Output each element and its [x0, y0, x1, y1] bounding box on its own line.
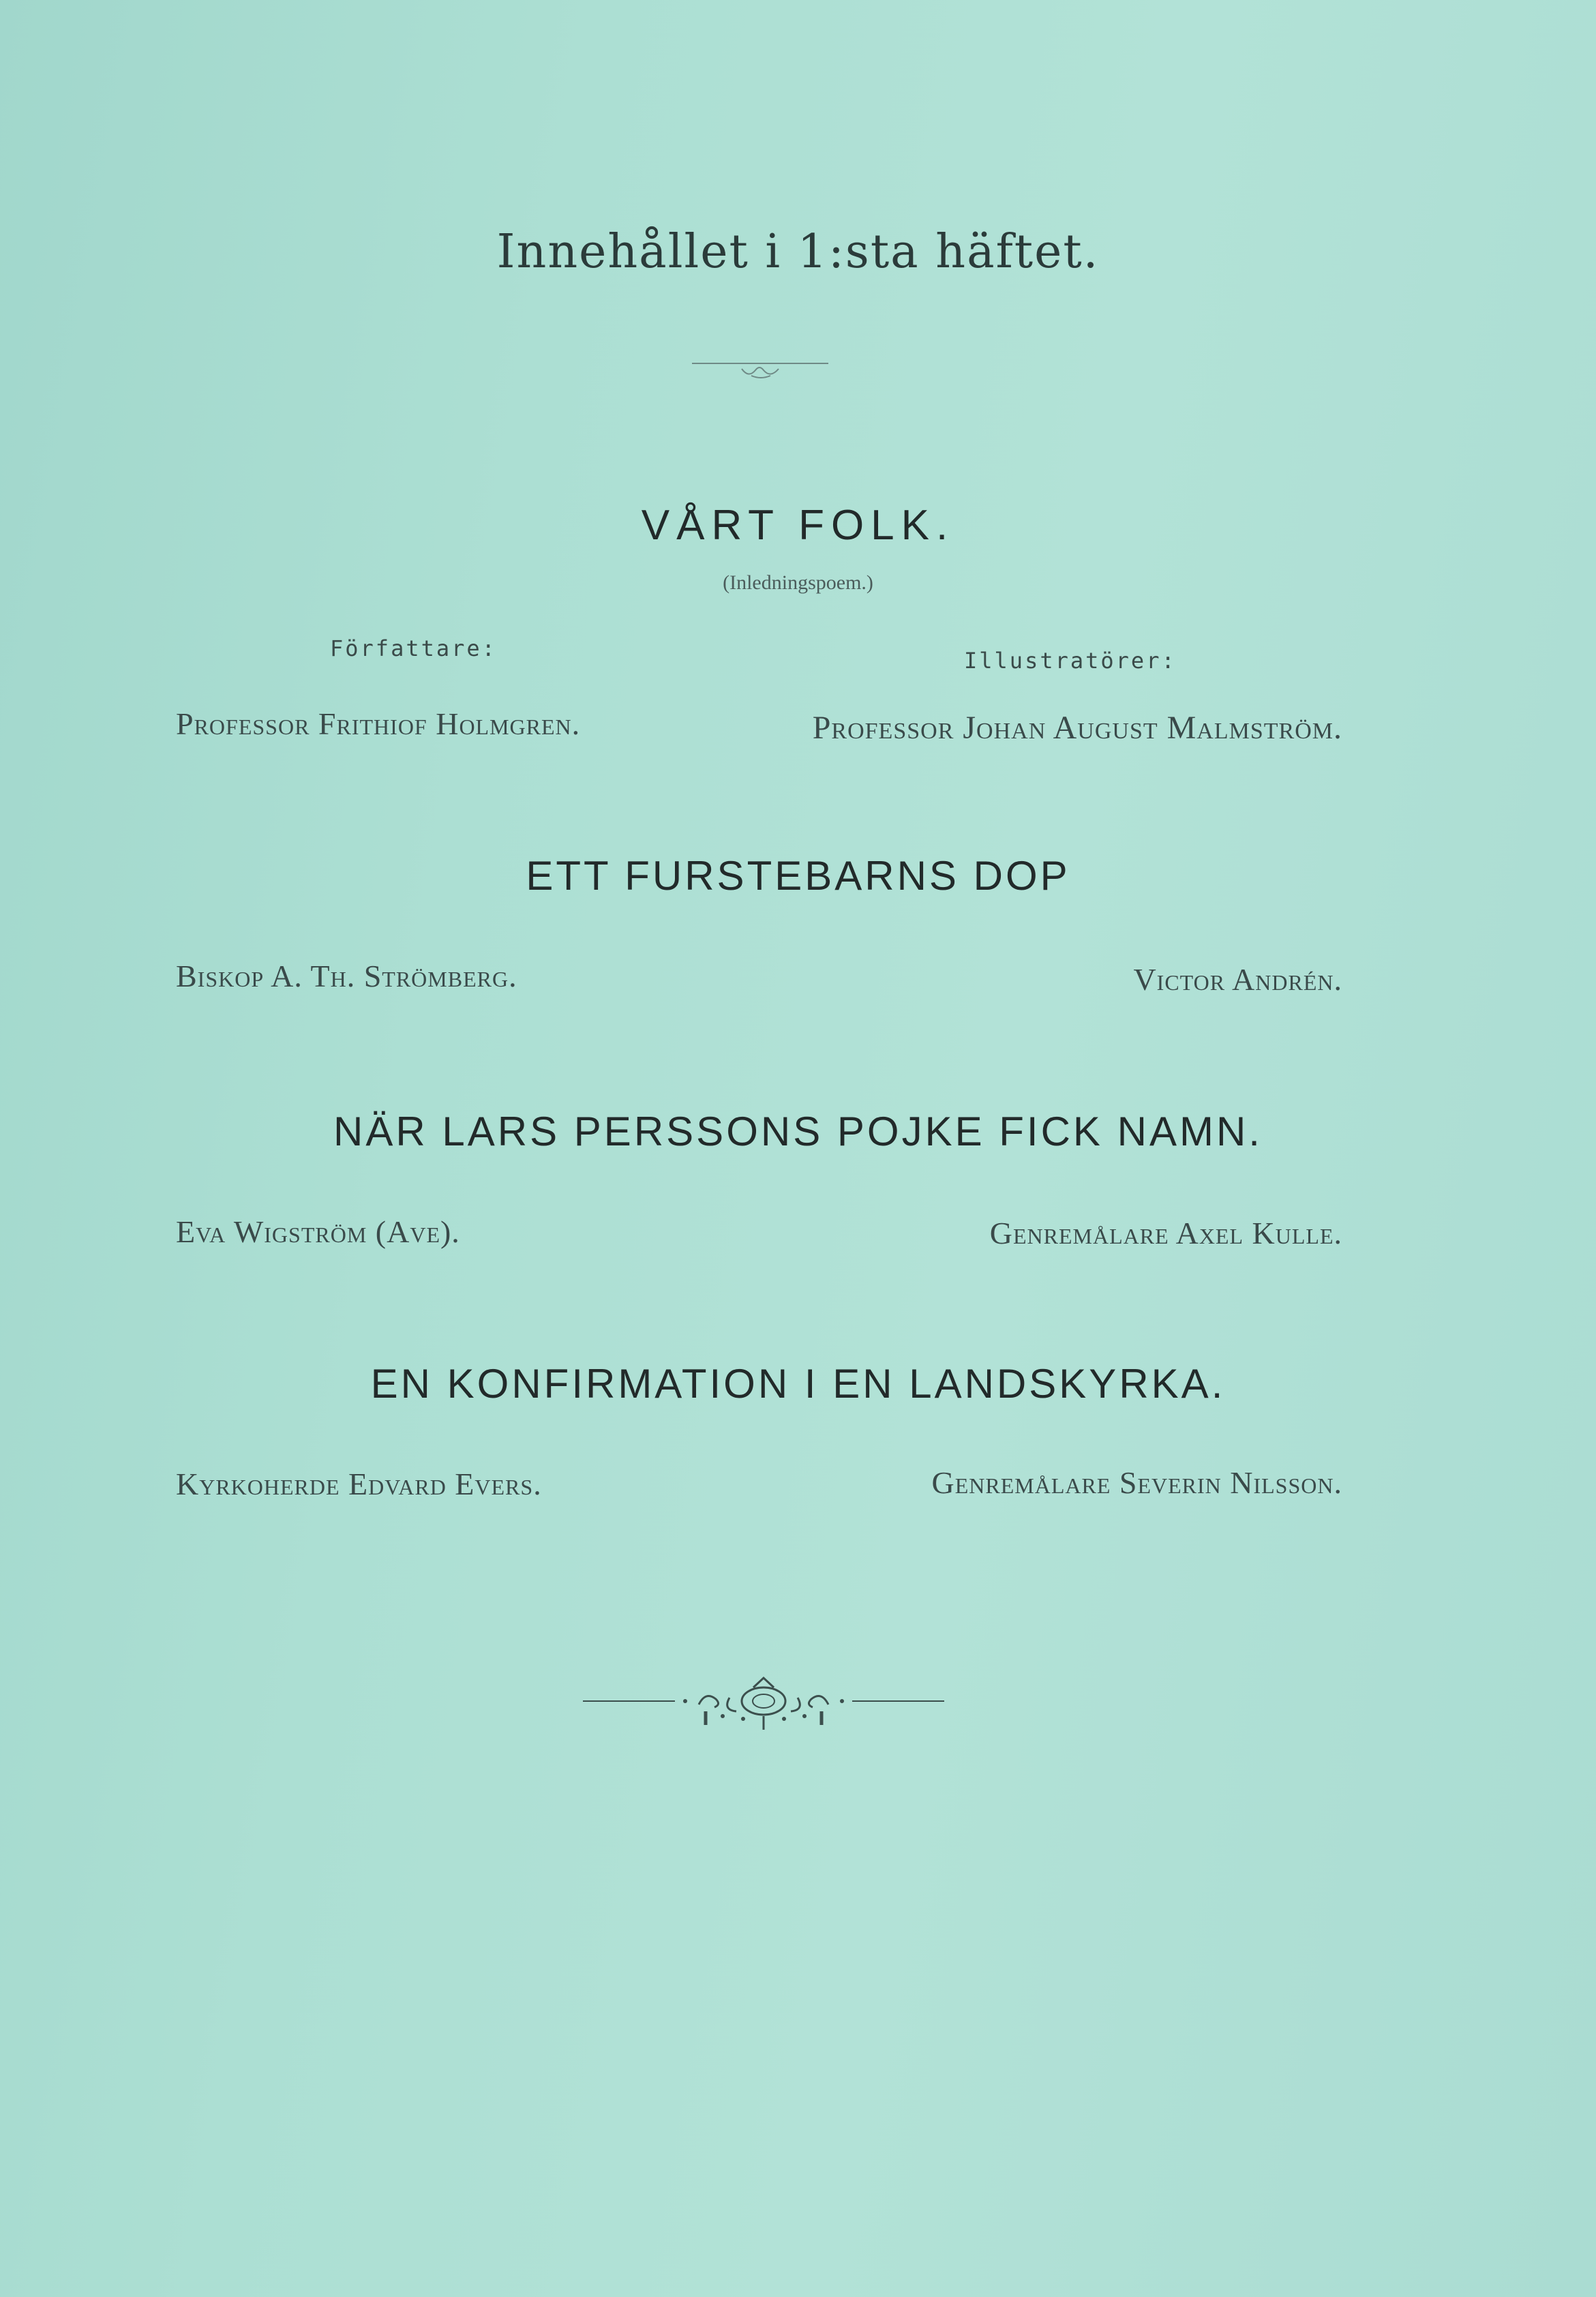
end-ornament-icon [579, 1674, 948, 1735]
illustrator-label: Illustratörer: [964, 648, 1177, 674]
entry-subtitle: (Inledningspoem.) [723, 571, 873, 594]
entry-title: ETT FURSTEBARNS DOP [526, 853, 1070, 899]
divider-ornament-icon [689, 358, 832, 385]
entry-title: NÄR LARS PERSSONS POJKE FICK NAMN. [333, 1109, 1263, 1154]
author-label: Författare: [330, 635, 497, 661]
entry-illustrator: Professor Johan August Malmström. [812, 710, 1342, 746]
page-title: Innehållet i 1:sta häftet. [496, 225, 1100, 279]
entry-author: Biskop A. Th. Strömberg. [176, 959, 517, 993]
entry-illustrator: Genremålare Axel Kulle. [989, 1216, 1342, 1250]
entry-title: VÅRT FOLK. [641, 502, 955, 549]
entry-author: Eva Wigström (Ave). [176, 1214, 460, 1249]
entry-author: Professor Frithiof Holmgren. [176, 706, 581, 741]
entry-author: Kyrkoherde Edvard Evers. [176, 1467, 542, 1501]
entry-title: EN KONFIRMATION I EN LANDSKYRKA. [370, 1361, 1226, 1407]
entry-illustrator: Victor Andrén. [1133, 962, 1342, 997]
entry-illustrator: Genremålare Severin Nilsson. [931, 1465, 1342, 1500]
